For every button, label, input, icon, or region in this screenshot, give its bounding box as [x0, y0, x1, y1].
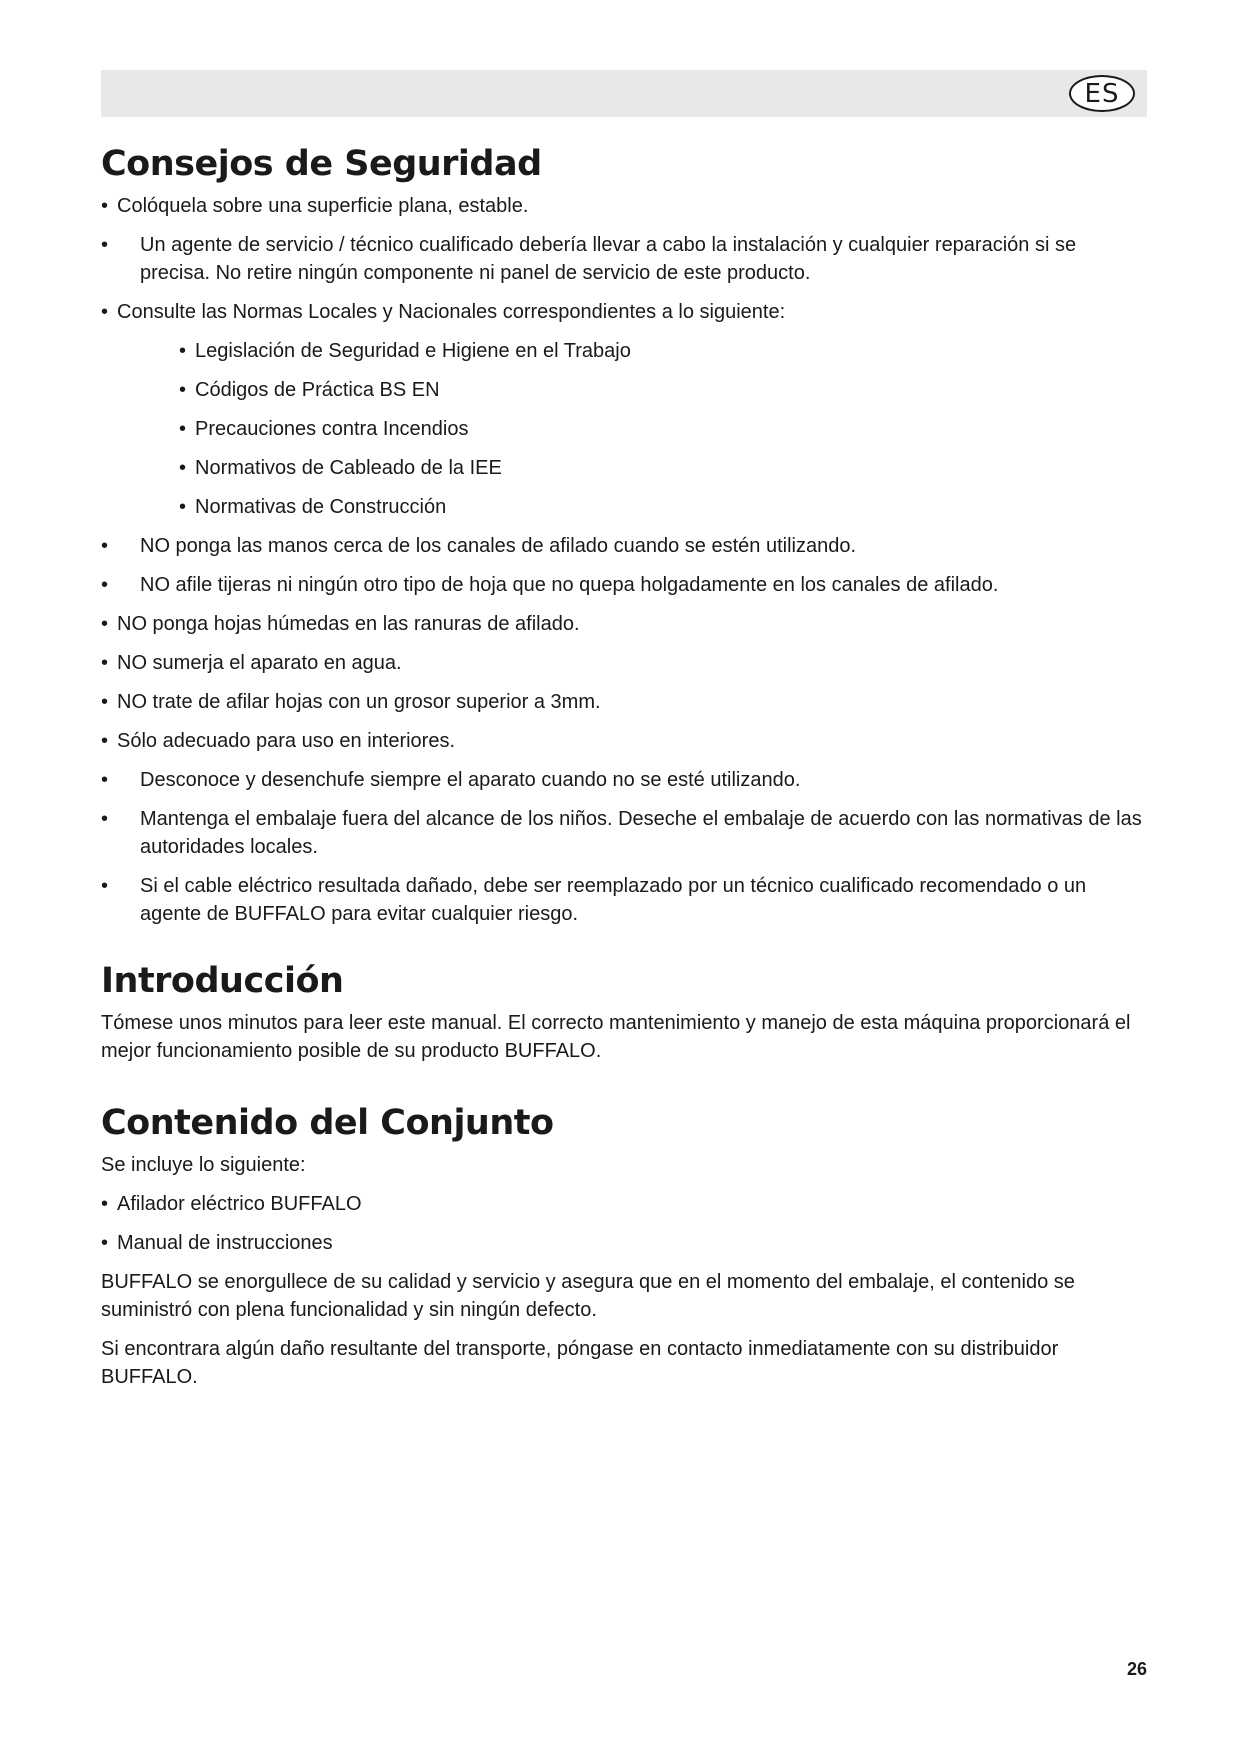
- sub-list-item: • Normativos de Cableado de la IEE: [179, 454, 1147, 482]
- sub-list-item: • Legislación de Seguridad e Higiene en el Trabajo: [179, 337, 1147, 365]
- introduction-section: [101, 955, 1147, 1065]
- list-item: • Mantenga el embalaje fuera del alcance de los niños. Deseche el embalaje de acuerdo con las normativas de las autoridades locales.: [101, 805, 1147, 861]
- sub-list-item: • Precauciones contra Incendios: [179, 415, 1147, 443]
- regulations-sublist: [101, 337, 1147, 521]
- list-item: • Un agente de servicio / técnico cualificado debería llevar a cabo la instalación y cualquier reparación si se precisa. No retire ningún componente ni panel de servicio de este producto.: [101, 231, 1147, 287]
- contents-list: [101, 1190, 1147, 1257]
- header-band: [101, 70, 1147, 117]
- list-item: • Consulte las Normas Locales y Nacionales correspondientes a lo siguiente:: [101, 298, 1147, 326]
- safety-section: [101, 138, 1147, 928]
- contents-section: [101, 1097, 1147, 1391]
- introduction-heading: Introducción: [101, 961, 344, 1001]
- sub-list-item: • Normativas de Construcción: [179, 493, 1147, 521]
- list-item: • NO afile tijeras ni ningún otro tipo de hoja que no quepa holgadamente en los canales de afilado.: [101, 571, 1147, 599]
- page-number: 26: [1126, 1659, 1147, 1679]
- safety-list-continued: [101, 532, 1147, 928]
- contents-lead: Se incluye lo siguiente:: [101, 1154, 306, 1176]
- list-item: • Sólo adecuado para uso en interiores.: [101, 727, 1147, 755]
- safety-list: [101, 192, 1147, 326]
- page-content: [101, 138, 1147, 1391]
- list-item: • NO ponga hojas húmedas en las ranuras de afilado.: [101, 610, 1147, 638]
- sub-list-item: • Códigos de Práctica BS EN: [179, 376, 1147, 404]
- safety-heading: Consejos de Seguridad: [101, 144, 542, 184]
- introduction-text: Tómese unos minutos para leer este manual. El correcto mantenimiento y manejo de esta máquina proporcionará el mejor funcionamiento posible de su producto BUFFALO.: [101, 1012, 1131, 1062]
- quality-statement: BUFFALO se enorgullece de su calidad y servicio y asegura que en el momento del embalaje, el contenido se suministró con plena funcionalidad y sin ningún defecto.: [101, 1271, 1075, 1321]
- list-item: • Si el cable eléctrico resultada dañado, debe ser reemplazado por un técnico cualificado recomendado o un agente de BUFFALO para evitar cualquier riesgo.: [101, 872, 1147, 928]
- list-item: • Manual de instrucciones: [101, 1229, 1147, 1257]
- list-item: • Desconoce y desenchufe siempre el aparato cuando no se esté utilizando.: [101, 766, 1147, 794]
- list-item: • NO sumerja el aparato en agua.: [101, 649, 1147, 677]
- list-item: • NO ponga las manos cerca de los canales de afilado cuando se estén utilizando.: [101, 532, 1147, 560]
- language-badge: ES: [1069, 75, 1135, 112]
- contents-heading: Contenido del Conjunto: [101, 1103, 554, 1143]
- list-item: • Afilador eléctrico BUFFALO: [101, 1190, 1147, 1218]
- list-item: • NO trate de afilar hojas con un grosor superior a 3mm.: [101, 688, 1147, 716]
- damage-notice: Si encontrara algún daño resultante del transporte, póngase en contacto inmediatamente con su distribuidor BUFFALO.: [101, 1338, 1059, 1388]
- list-item: • Colóquela sobre una superficie plana, estable.: [101, 192, 1147, 220]
